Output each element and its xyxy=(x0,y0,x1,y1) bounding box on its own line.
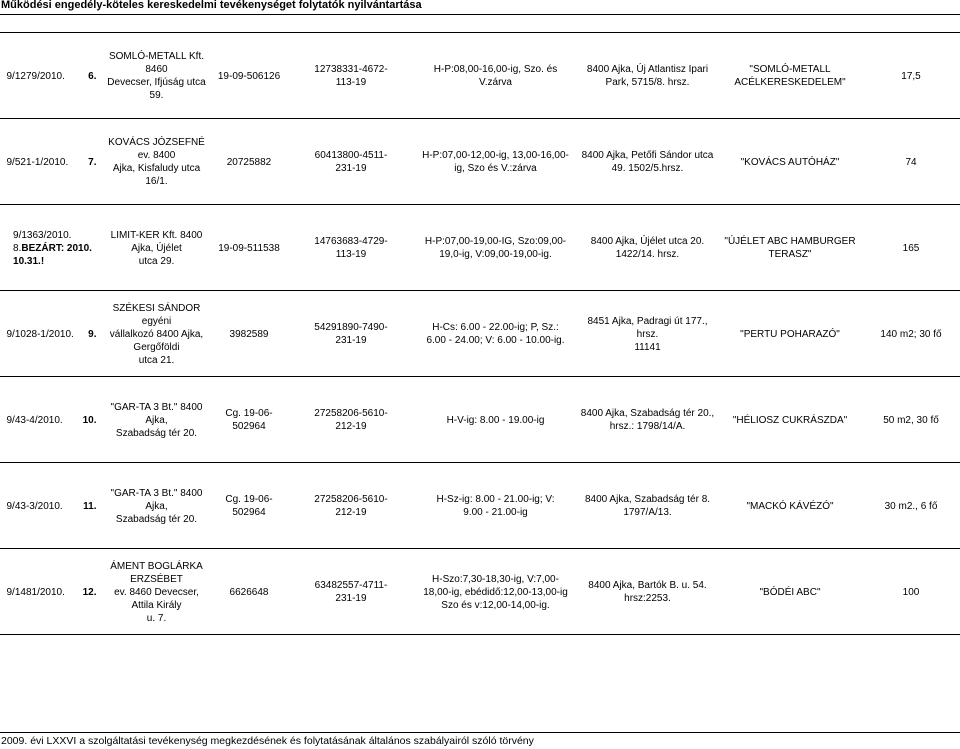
company-line: "GAR-TA 3 Bt." 8400 Ajka, xyxy=(110,401,203,426)
stat-line: 113-19 xyxy=(335,249,367,260)
cg-cell xyxy=(210,549,288,635)
company-line: Szabadság tér 20. xyxy=(115,427,198,439)
hours-line: H-P:07,00-12,00-ig, 13,00-16,00- xyxy=(422,150,569,161)
shop-line: "HÉLIOSZ CUKRÁSZDA" xyxy=(732,414,848,426)
stat-line: 63482557-4711- xyxy=(314,580,388,591)
address-line: 8400 Ajka, Szabadság tér 20., xyxy=(580,408,715,419)
company-line: ÁMENT BOGLÁRKA ERZSÉBET xyxy=(110,560,203,585)
table-row xyxy=(0,119,960,205)
address-cell xyxy=(577,377,718,463)
hours-cell xyxy=(414,549,577,635)
page-title: Működési engedély-köteles kereskedelmi tevékenységet folytatók nyilvántartása xyxy=(1,0,422,11)
shop-cell xyxy=(718,33,862,119)
stat-cell xyxy=(288,463,414,549)
company-line: ev. 8460 Devecser, Attila Király xyxy=(114,586,199,611)
address-line: 8400 Ajka, Bartók B. u. 54. xyxy=(588,580,707,591)
hours-line: H-P:07,00-19,00-IG, Szo:09,00- xyxy=(424,236,567,247)
stat-line: 54291890-7490- xyxy=(314,322,388,333)
address-line: 8400 Ajka, Új Atlantisz Ipari xyxy=(586,64,709,75)
company-line: SOMLÓ-METALL Kft. 8460 xyxy=(108,51,205,75)
company-cell xyxy=(103,549,210,635)
company-line: "GAR-TA 3 Bt." 8400 Ajka, xyxy=(110,487,203,512)
stat-line: 231-19 xyxy=(335,593,367,604)
company-line: Ajka, Kisfaludy utca 16/1. xyxy=(112,163,201,187)
company-cell xyxy=(103,119,210,205)
address-line: hrsz:2253. xyxy=(624,593,671,604)
shop-line: TERASZ" xyxy=(768,249,812,260)
area-line: 165 xyxy=(902,242,920,254)
area-cell xyxy=(862,119,960,205)
table-row xyxy=(0,205,960,291)
company-cell xyxy=(103,205,210,291)
stat-line: 212-19 xyxy=(335,421,367,432)
area-line: 50 m2, 30 fő xyxy=(883,414,939,426)
cg-line: Cg. 19-06-502964 xyxy=(225,494,273,518)
company-line: Devecser, Ifjúság utca 59. xyxy=(107,77,206,101)
reg-number: 9/1028-1/2010. xyxy=(6,328,74,340)
address-line: 8451 Ajka, Padragi út 177., hrsz. xyxy=(587,315,708,340)
hours-line: ig, Szo és V.:zárva xyxy=(454,163,537,174)
seq-number: 10. xyxy=(82,414,97,426)
stat-cell xyxy=(288,33,414,119)
hours-line: H-P:08,00-16,00-ig, Szo. és xyxy=(433,64,558,75)
address-cell xyxy=(577,463,718,549)
address-cell xyxy=(577,549,718,635)
reg-number: 9/521-1/2010. xyxy=(6,156,69,168)
shop-line: ACÉLKERESKEDELEM" xyxy=(734,77,846,88)
hours-line: H-V-ig: 8.00 - 19.00-ig xyxy=(446,414,545,426)
company-cell xyxy=(103,377,210,463)
shop-line: "PERTU POHARAZÓ" xyxy=(740,328,840,340)
shop-line: "SOMLÓ-METALL xyxy=(749,64,831,75)
hours-cell xyxy=(414,205,577,291)
area-cell xyxy=(862,463,960,549)
shop-line: "KOVÁCS AUTÓHÁZ" xyxy=(740,156,840,168)
area-line: 17,5 xyxy=(901,70,921,82)
area-line: 100 xyxy=(902,586,920,598)
seq-number: 11. xyxy=(83,500,97,512)
company-line: utca 21. xyxy=(138,354,175,366)
area-line: 140 m2; 30 fő xyxy=(880,328,942,340)
reg-number: 9/43-4/2010. xyxy=(6,414,63,426)
cg-cell xyxy=(210,463,288,549)
address-line: 49. 1502/5.hrsz. xyxy=(611,163,684,174)
seq-number: 12. xyxy=(82,586,97,598)
cg-line: 3982589 xyxy=(229,328,269,340)
cg-cell xyxy=(210,291,288,377)
cg-line: 6626648 xyxy=(229,586,269,598)
stat-line: 27258206-5610- xyxy=(314,408,388,419)
cg-line: 19-09-506126 xyxy=(217,70,281,82)
reg-cell xyxy=(0,377,103,463)
reg-cell xyxy=(0,463,103,549)
reg-cell xyxy=(0,33,103,119)
stat-line: 231-19 xyxy=(335,335,367,346)
area-cell xyxy=(862,377,960,463)
stat-line: 14763683-4729- xyxy=(314,236,388,247)
stat-cell xyxy=(288,119,414,205)
stat-cell xyxy=(288,377,414,463)
hours-line: 18,00-ig, ebédidő:12,00-13,00-ig xyxy=(423,586,568,598)
address-line: 1797/A/13. xyxy=(623,507,672,518)
stat-line: 27258206-5610- xyxy=(314,494,388,505)
title-bar xyxy=(0,0,960,15)
hours-cell xyxy=(414,119,577,205)
stat-cell xyxy=(288,549,414,635)
seq-number: 7. xyxy=(88,156,97,168)
stat-line: 12738331-4672- xyxy=(314,64,388,75)
reg-cell xyxy=(0,205,103,291)
reg-number: 9/1279/2010. xyxy=(6,70,65,82)
company-cell xyxy=(103,463,210,549)
hours-line: H-Cs: 6.00 - 22.00-ig; P, Sz.: xyxy=(432,322,559,333)
area-line: 74 xyxy=(905,156,917,168)
shop-cell xyxy=(718,119,862,205)
hours-line: H-Szo:7,30-18,30-ig, V:7,00- xyxy=(432,573,559,585)
hours-cell xyxy=(414,291,577,377)
address-line: 11141 xyxy=(634,341,661,353)
shop-cell xyxy=(718,205,862,291)
seq-number: 9. xyxy=(88,328,97,340)
company-line: utca 29. xyxy=(138,255,175,267)
table-row xyxy=(0,291,960,377)
company-line: LIMIT-KER Kft. 8400 Ajka, Újélet xyxy=(110,229,203,254)
hours-line: 6.00 - 24.00; V: 6.00 - 10.00-ig. xyxy=(426,335,565,346)
closed-date: 10.31.! xyxy=(13,255,45,267)
address-cell xyxy=(577,291,718,377)
cg-line: Cg. 19-06-502964 xyxy=(225,408,273,432)
cg-cell xyxy=(210,119,288,205)
address-line: hrsz.: 1798/14/A. xyxy=(609,421,686,432)
company-line: Szabadság tér 20. xyxy=(115,513,198,525)
address-line: 8400 Ajka, Szabadság tér 8. xyxy=(584,494,711,505)
cg-cell xyxy=(210,377,288,463)
seq-number: 6. xyxy=(88,70,97,82)
stat-cell xyxy=(288,291,414,377)
company-cell xyxy=(103,33,210,119)
address-cell xyxy=(577,119,718,205)
shop-line: "ÚJÉLET ABC HAMBURGER xyxy=(724,236,856,247)
area-cell xyxy=(862,33,960,119)
reg-cell xyxy=(0,119,103,205)
stat-cell xyxy=(288,205,414,291)
reg-number: 9/1481/2010. xyxy=(6,586,65,598)
shop-cell xyxy=(718,463,862,549)
reg-number: 9/43-3/2010. xyxy=(6,500,63,512)
company-line: vállalkozó 8400 Ajka, Gergőföldi xyxy=(109,328,204,353)
shop-cell xyxy=(718,549,862,635)
closed-note: BEZÁRT: 2010. xyxy=(21,242,92,254)
cg-cell xyxy=(210,205,288,291)
cg-line: 20725882 xyxy=(226,156,272,168)
shop-line: "MACKÓ KÁVÉZÓ" xyxy=(746,500,834,512)
cg-line: 19-09-511538 xyxy=(218,242,280,254)
registry-table xyxy=(0,32,960,720)
footer-text: 2009. évi LXXVI a szolgáltatási tevékenység megkezdésének és folytatásának általános szabályairól szóló törvény xyxy=(1,735,534,747)
hours-cell xyxy=(414,33,577,119)
address-line: Park, 5715/8. hrsz. xyxy=(605,77,690,88)
hours-line: H-Sz-ig: 8.00 - 21.00-ig; V: xyxy=(436,494,555,505)
shop-line: "BÓDÉI ABC" xyxy=(759,586,821,598)
footer-bar xyxy=(0,732,960,749)
stat-line: 231-19 xyxy=(335,163,367,174)
address-cell xyxy=(577,33,718,119)
seq-number: 8. xyxy=(13,242,22,254)
hours-cell xyxy=(414,463,577,549)
table-row xyxy=(0,463,960,549)
address-cell xyxy=(577,205,718,291)
cg-cell xyxy=(210,33,288,119)
address-line: 1422/14. hrsz. xyxy=(615,249,680,260)
shop-cell xyxy=(718,377,862,463)
company-line: SZÉKESI SÁNDOR egyéni xyxy=(112,302,201,327)
table-row xyxy=(0,549,960,635)
hours-line: 9.00 - 21.00-ig xyxy=(463,507,528,518)
company-line: KOVÁCS JÓZSEFNÉ ev. 8400 xyxy=(108,137,205,161)
stat-line: 212-19 xyxy=(335,507,367,518)
reg-cell xyxy=(0,549,103,635)
company-line: u. 7. xyxy=(146,612,167,624)
address-line: 8400 Ajka, Újélet utca 20. xyxy=(590,236,705,247)
reg-cell xyxy=(0,291,103,377)
stat-line: 60413800-4511- xyxy=(314,150,388,161)
area-line: 30 m2., 6 fő xyxy=(884,500,938,512)
shop-cell xyxy=(718,291,862,377)
reg-number: 9/1363/2010. xyxy=(13,229,72,241)
area-cell xyxy=(862,549,960,635)
area-cell xyxy=(862,291,960,377)
table-row xyxy=(0,377,960,463)
stat-line: 113-19 xyxy=(335,77,367,88)
company-cell xyxy=(103,291,210,377)
address-line: 8400 Ajka, Petőfi Sándor utca xyxy=(581,150,714,161)
table-row xyxy=(0,33,960,119)
hours-line: V.zárva xyxy=(479,77,512,88)
hours-line: 19,0-ig, V:09,00-19,00-ig. xyxy=(439,249,552,260)
area-cell xyxy=(862,205,960,291)
hours-line: Szo és v:12,00-14,00-ig. xyxy=(441,599,550,611)
hours-cell xyxy=(414,377,577,463)
